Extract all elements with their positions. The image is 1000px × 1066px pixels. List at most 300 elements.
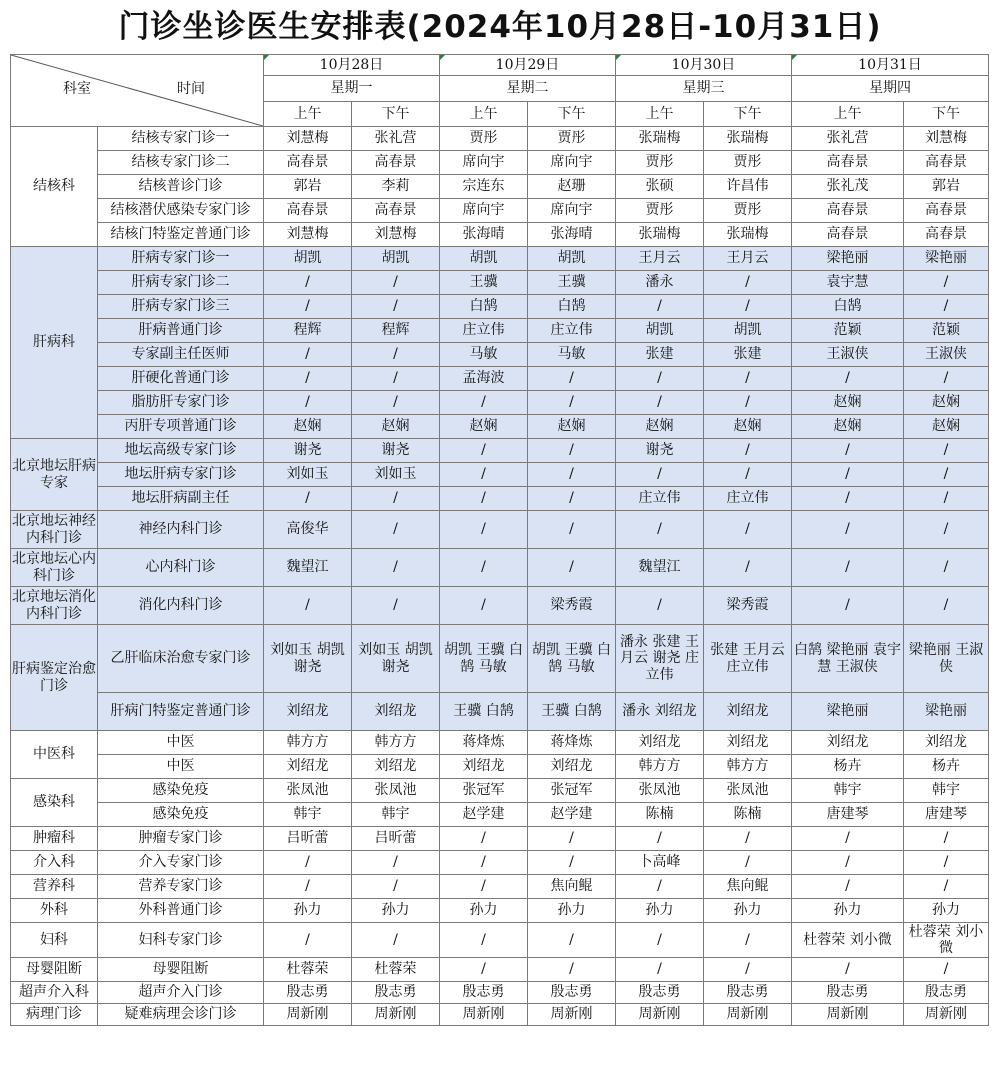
clinic-name-cell: 肝病专家门诊一 [98,247,264,271]
doctor-cell: 韩方方 [704,755,792,779]
half-day-header: 上午 [616,102,704,127]
doctor-cell: 贾彤 [528,127,616,151]
half-day-header: 上午 [440,102,528,127]
schedule-row [11,487,989,511]
doctor-cell: / [704,958,792,982]
doctor-cell: 郭岩 [904,175,989,199]
department-cell: 感染科 [11,779,98,827]
schedule-row [11,439,989,463]
department-cell: 北京地坛神经内科门诊 [11,511,98,549]
clinic-name-cell: 肝硬化普通门诊 [98,367,264,391]
doctor-cell: / [352,587,440,625]
clinic-name-cell: 乙肝临床治愈专家门诊 [98,625,264,693]
doctor-cell: / [440,549,528,587]
doctor-cell: 孟海波 [440,367,528,391]
doctor-cell: 胡凯 [264,247,352,271]
doctor-cell: / [904,439,989,463]
doctor-cell: 谢尧 [264,439,352,463]
clinic-name-cell: 地坛肝病专家门诊 [98,463,264,487]
doctor-cell: 王骥 [528,271,616,295]
doctor-cell: 刘绍龙 [704,731,792,755]
doctor-cell: / [904,295,989,319]
schedule-row [11,271,989,295]
doctor-cell: 许昌伟 [704,175,792,199]
schedule-row [11,511,989,549]
doctor-cell: 张建 [616,343,704,367]
weekday-header: 星期三 [616,76,792,102]
clinic-name-cell: 地坛肝病副主任 [98,487,264,511]
doctor-cell: 刘绍龙 [352,755,440,779]
doctor-cell: 张瑞梅 [704,223,792,247]
doctor-cell: 卜高峰 [616,851,704,875]
doctor-cell: / [904,958,989,982]
doctor-cell: / [352,851,440,875]
doctor-cell: 刘绍龙 [264,693,352,731]
clinic-name-cell: 脂肪肝专家门诊 [98,391,264,415]
doctor-cell: / [704,851,792,875]
doctor-cell: / [904,487,989,511]
doctor-cell: / [792,827,904,851]
schedule-row [11,367,989,391]
doctor-cell: 郭岩 [264,175,352,199]
doctor-cell: 白鹄 [792,295,904,319]
doctor-cell: 张海晴 [440,223,528,247]
doctor-cell: 赵娴 [264,415,352,439]
half-day-header: 下午 [352,102,440,127]
doctor-cell: / [904,463,989,487]
corner-time-label: 时间 [177,81,205,97]
doctor-cell: 梁艳丽 [904,247,989,271]
doctor-cell: 白鹄 梁艳丽 袁宇慧 王淑侠 [792,625,904,693]
doctor-cell: 韩宇 [264,803,352,827]
doctor-cell: 张瑞梅 [616,127,704,151]
doctor-cell: 刘绍龙 [616,731,704,755]
half-day-header: 下午 [904,102,989,127]
doctor-cell: 庄立伟 [616,487,704,511]
doctor-cell: 谢尧 [616,439,704,463]
doctor-cell: 赵娴 [528,415,616,439]
doctor-cell: 张瑞梅 [616,223,704,247]
date-header: 10月29日 [440,55,616,76]
doctor-cell: / [616,827,704,851]
doctor-cell: 孙力 [616,899,704,923]
doctor-cell: 赵娴 [616,415,704,439]
doctor-cell: / [528,549,616,587]
doctor-cell: 范颖 [904,319,989,343]
doctor-cell: 刘如玉 胡凯谢尧 [264,625,352,693]
doctor-cell: 贾彤 [616,199,704,223]
doctor-cell: 程辉 [264,319,352,343]
schedule-table [10,54,989,1026]
doctor-cell: 韩宇 [352,803,440,827]
doctor-cell: 席向宇 [440,199,528,223]
doctor-cell: / [904,875,989,899]
clinic-name-cell: 肿瘤专家门诊 [98,827,264,851]
date-header: 10月28日 [264,55,440,76]
doctor-cell: / [440,923,528,958]
doctor-cell: 刘绍龙 [792,731,904,755]
corner-department-label: 科室 [63,81,91,97]
doctor-cell: / [440,827,528,851]
doctor-cell: 周新刚 [528,1004,616,1026]
schedule-row [11,731,989,755]
doctor-cell: 周新刚 [616,1004,704,1026]
doctor-cell: / [792,587,904,625]
doctor-cell: 张冠军 [528,779,616,803]
doctor-cell: 王淑侠 [792,343,904,367]
doctor-cell: 刘如玉 [352,463,440,487]
doctor-cell: 潘永 [616,271,704,295]
clinic-name-cell: 地坛高级专家门诊 [98,439,264,463]
doctor-cell: / [904,851,989,875]
doctor-cell: 马敏 [528,343,616,367]
doctor-cell: 谢尧 [352,439,440,463]
department-cell: 妇科 [11,923,98,958]
doctor-cell: 刘慧梅 [264,223,352,247]
clinic-name-cell: 中医 [98,755,264,779]
clinic-name-cell: 妇科专家门诊 [98,923,264,958]
doctor-cell: 赵娴 [904,415,989,439]
doctor-cell: / [792,549,904,587]
doctor-cell: 席向宇 [440,151,528,175]
clinic-name-cell: 感染免疫 [98,779,264,803]
doctor-cell: 吕昕蕾 [352,827,440,851]
schedule-row [11,127,989,151]
department-cell: 肝病科 [11,247,98,439]
doctor-cell: 张建 王月云 庄立伟 [704,625,792,693]
doctor-cell: / [528,487,616,511]
doctor-cell: / [792,439,904,463]
doctor-cell: 焦向鲲 [528,875,616,899]
doctor-cell: / [792,463,904,487]
doctor-cell: 王淑侠 [904,343,989,367]
doctor-cell: / [792,367,904,391]
doctor-cell: 魏望江 [264,549,352,587]
doctor-cell: / [792,958,904,982]
department-cell: 超声介入科 [11,982,98,1004]
doctor-cell: 席向宇 [528,199,616,223]
doctor-cell: / [616,875,704,899]
doctor-cell: 孙力 [704,899,792,923]
doctor-cell: / [704,827,792,851]
doctor-cell: 袁宇慧 [792,271,904,295]
doctor-cell: 杨卉 [792,755,904,779]
schedule-row [11,295,989,319]
clinic-name-cell: 肝病门特鉴定普通门诊 [98,693,264,731]
clinic-name-cell: 结核普诊门诊 [98,175,264,199]
doctor-cell: 梁艳丽 [792,247,904,271]
clinic-name-cell: 结核专家门诊二 [98,151,264,175]
schedule-row [11,391,989,415]
schedule-row [11,587,989,625]
doctor-cell: / [528,827,616,851]
doctor-cell: / [264,343,352,367]
doctor-cell: 杜蓉荣 [352,958,440,982]
clinic-name-cell: 专家副主任医师 [98,343,264,367]
page-title: 门诊坐诊医生安排表(2024年10月28日-10月31日) [118,9,882,45]
doctor-cell: 赵娴 [792,391,904,415]
clinic-name-cell: 营养专家门诊 [98,875,264,899]
doctor-cell: 梁艳丽 王淑侠 [904,625,989,693]
department-cell: 北京地坛心内科门诊 [11,549,98,587]
doctor-cell: / [264,271,352,295]
doctor-cell: / [528,923,616,958]
doctor-cell: 高春景 [904,199,989,223]
doctor-cell: / [704,391,792,415]
clinic-name-cell: 肝病专家门诊二 [98,271,264,295]
doctor-cell: 周新刚 [440,1004,528,1026]
doctor-cell: / [704,439,792,463]
department-cell: 结核科 [11,127,98,247]
doctor-cell: 刘绍龙 [904,731,989,755]
doctor-cell: 韩方方 [264,731,352,755]
doctor-cell: 殷志勇 [616,982,704,1004]
clinic-name-cell: 结核专家门诊一 [98,127,264,151]
doctor-cell: / [704,923,792,958]
doctor-cell: / [528,958,616,982]
doctor-cell: / [616,923,704,958]
doctor-cell: 胡凯 [704,319,792,343]
doctor-cell: 梁秀霞 [704,587,792,625]
doctor-cell: 周新刚 [704,1004,792,1026]
doctor-cell: 庄立伟 [528,319,616,343]
doctor-cell: 蒋烽炼 [528,731,616,755]
doctor-cell: 胡凯 王骥 白鹄 马敏 [528,625,616,693]
doctor-cell: 赵学建 [528,803,616,827]
doctor-cell: 殷志勇 [264,982,352,1004]
schedule-row [11,319,989,343]
doctor-cell: 胡凯 [440,247,528,271]
doctor-cell: 高春景 [352,199,440,223]
doctor-cell: / [264,487,352,511]
doctor-cell: 梁艳丽 [792,693,904,731]
schedule-row [11,415,989,439]
doctor-cell: / [528,511,616,549]
doctor-cell: / [528,367,616,391]
doctor-cell: / [352,511,440,549]
clinic-name-cell: 外科普通门诊 [98,899,264,923]
clinic-name-cell: 感染免疫 [98,803,264,827]
doctor-cell: / [616,463,704,487]
half-day-header: 上午 [792,102,904,127]
doctor-cell: 高春景 [904,223,989,247]
schedule-row [11,693,989,731]
doctor-cell: 刘如玉 胡凯 谢尧 [352,625,440,693]
clinic-name-cell: 神经内科门诊 [98,511,264,549]
doctor-cell: / [904,587,989,625]
doctor-cell: / [792,851,904,875]
clinic-name-cell: 丙肝专项普通门诊 [98,415,264,439]
doctor-cell: 韩方方 [616,755,704,779]
clinic-name-cell: 超声介入门诊 [98,982,264,1004]
department-cell: 病理门诊 [11,1004,98,1026]
schedule-row [11,875,989,899]
schedule-row [11,175,989,199]
doctor-cell: / [264,851,352,875]
schedule-row [11,923,989,958]
doctor-cell: 蒋烽炼 [440,731,528,755]
doctor-cell: / [904,549,989,587]
weekday-header: 星期二 [440,76,616,102]
doctor-cell: / [704,271,792,295]
department-cell: 母婴阻断 [11,958,98,982]
clinic-name-cell: 结核潜伏感染专家门诊 [98,199,264,223]
corner-diagonal-line [11,55,263,126]
doctor-cell: 张凤池 [352,779,440,803]
doctor-cell: 魏望江 [616,549,704,587]
doctor-cell: / [264,391,352,415]
doctor-cell: 赵学建 [440,803,528,827]
doctor-cell: 刘绍龙 [352,693,440,731]
department-cell: 外科 [11,899,98,923]
doctor-cell: 张礼营 [352,127,440,151]
doctor-cell: 赵娴 [904,391,989,415]
doctor-cell: 白鹄 [440,295,528,319]
weekday-header: 星期一 [264,76,440,102]
doctor-cell: 杜蓉荣 刘小微 [904,923,989,958]
doctor-cell: / [616,391,704,415]
doctor-cell: 席向宇 [528,151,616,175]
schedule-row [11,247,989,271]
clinic-name-cell: 消化内科门诊 [98,587,264,625]
doctor-cell: 胡凯 王骥 白鹄 马敏 [440,625,528,693]
doctor-cell: / [904,511,989,549]
doctor-cell: 高春景 [352,151,440,175]
doctor-cell: 范颖 [792,319,904,343]
doctor-cell: 贾彤 [704,151,792,175]
doctor-cell: / [264,923,352,958]
doctor-cell: 王骥 白鹄 [440,693,528,731]
doctor-cell: 高俊华 [264,511,352,549]
schedule-row [11,958,989,982]
doctor-cell: / [440,958,528,982]
doctor-cell: 高春景 [904,151,989,175]
doctor-cell: 周新刚 [264,1004,352,1026]
doctor-cell: / [440,439,528,463]
doctor-cell: 王骥 [440,271,528,295]
doctor-cell: 杜蓉荣 刘小微 [792,923,904,958]
doctor-cell: 殷志勇 [792,982,904,1004]
doctor-cell: 孙力 [792,899,904,923]
doctor-cell: 贾彤 [440,127,528,151]
clinic-name-cell: 介入专家门诊 [98,851,264,875]
doctor-cell: / [264,587,352,625]
doctor-cell: / [528,391,616,415]
doctor-cell: 张瑞梅 [704,127,792,151]
weekday-header: 星期四 [792,76,989,102]
doctor-cell: 贾彤 [616,151,704,175]
doctor-cell: / [352,391,440,415]
doctor-cell: / [352,875,440,899]
doctor-cell: 殷志勇 [904,982,989,1004]
doctor-cell: 张凤池 [704,779,792,803]
doctor-cell: 白鹄 [528,295,616,319]
doctor-cell: 王月云 [616,247,704,271]
schedule-row [11,625,989,693]
doctor-cell: / [264,875,352,899]
clinic-name-cell: 肝病专家门诊三 [98,295,264,319]
half-day-header: 下午 [704,102,792,127]
schedule-row [11,899,989,923]
schedule-row [11,549,989,587]
doctor-cell: 王月云 [704,247,792,271]
doctor-cell: / [792,487,904,511]
date-header: 10月30日 [616,55,792,76]
doctor-cell: / [440,851,528,875]
doctor-cell: 孙力 [264,899,352,923]
doctor-cell: / [792,875,904,899]
doctor-cell: 孙力 [528,899,616,923]
doctor-cell: / [616,511,704,549]
doctor-cell: 宗连东 [440,175,528,199]
doctor-cell: / [528,851,616,875]
doctor-cell: 孙力 [352,899,440,923]
doctor-cell: 周新刚 [904,1004,989,1026]
schedule-row [11,803,989,827]
schedule-row [11,851,989,875]
doctor-cell: / [792,511,904,549]
doctor-cell: 陈楠 [704,803,792,827]
doctor-cell: 刘绍龙 [264,755,352,779]
doctor-cell: / [616,958,704,982]
clinic-name-cell: 肝病普通门诊 [98,319,264,343]
doctor-cell: 庄立伟 [440,319,528,343]
clinic-name-cell: 中医 [98,731,264,755]
doctor-cell: 胡凯 [528,247,616,271]
doctor-cell: 刘绍龙 [440,755,528,779]
doctor-cell: 张冠军 [440,779,528,803]
doctor-cell: 刘慧梅 [352,223,440,247]
doctor-cell: / [440,487,528,511]
doctor-cell: 韩宇 [792,779,904,803]
clinic-name-cell: 心内科门诊 [98,549,264,587]
doctor-cell: / [352,367,440,391]
doctor-cell: 刘绍龙 [528,755,616,779]
schedule-row [11,982,989,1004]
doctor-cell: / [704,549,792,587]
doctor-cell: 唐建琴 [792,803,904,827]
doctor-cell: 张建 [704,343,792,367]
doctor-cell: 赵娴 [792,415,904,439]
doctor-cell: / [704,295,792,319]
header-corner-cell [11,55,264,127]
doctor-cell: / [352,271,440,295]
clinic-name-cell: 结核门特鉴定普通门诊 [98,223,264,247]
doctor-cell: 赵娴 [440,415,528,439]
doctor-cell: 周新刚 [352,1004,440,1026]
doctor-cell: / [616,367,704,391]
doctor-cell: 张礼营 [792,127,904,151]
doctor-cell: 殷志勇 [352,982,440,1004]
schedule-row [11,755,989,779]
doctor-cell: 潘永 张建 王月云 谢尧 庄立伟 [616,625,704,693]
doctor-cell: 杜蓉荣 [264,958,352,982]
schedule-row [11,223,989,247]
department-cell: 营养科 [11,875,98,899]
doctor-cell: 赵珊 [528,175,616,199]
doctor-cell: 殷志勇 [704,982,792,1004]
schedule-row [11,199,989,223]
doctor-cell: / [440,391,528,415]
doctor-cell: 庄立伟 [704,487,792,511]
date-header: 10月31日 [792,55,989,76]
doctor-cell: 胡凯 [352,247,440,271]
doctor-cell: 贾彤 [704,199,792,223]
half-day-header: 下午 [528,102,616,127]
doctor-cell: 陈楠 [616,803,704,827]
doctor-cell: 李莉 [352,175,440,199]
doctor-cell: 高春景 [264,151,352,175]
